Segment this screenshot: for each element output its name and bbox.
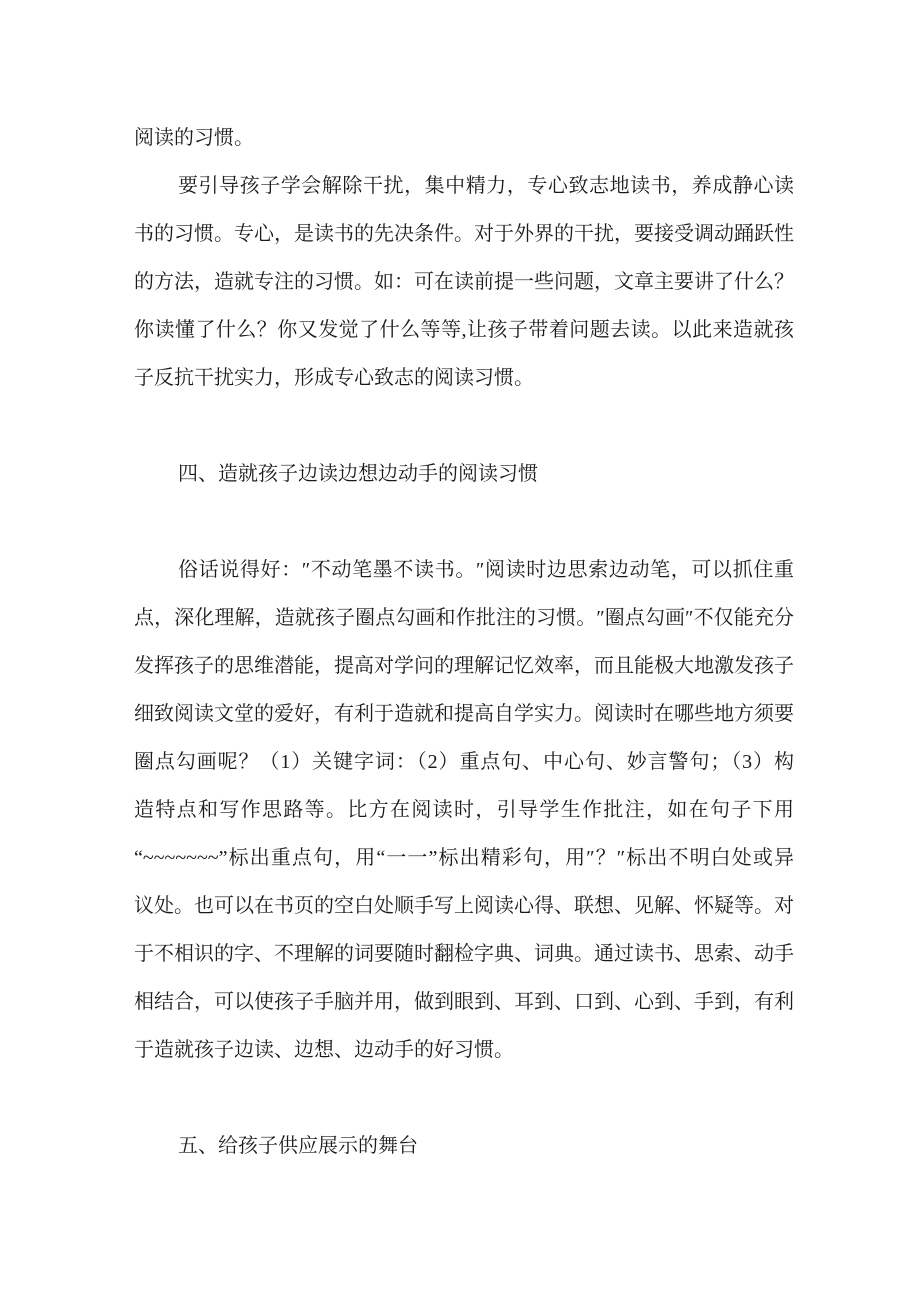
text-line: 子反抗干扰实力，形成专心致志的阅读习惯。 [134,367,534,389]
text-line: 书的习惯。专心，是读书的先决条件。对于外界的干扰，要接受调动踊跃性 [134,223,794,245]
paragraph [134,546,794,1074]
text-line: “~~~~~~~”标出重点句，用“一一”标出精彩句，用″？″标出不明白处或异 [134,847,794,869]
section-heading [134,1122,794,1170]
text-line: 俗话说得好：″不动笔墨不读书。″阅读时边思索边动笔，可以抓住重 [178,559,794,581]
text-line: 阅读的习惯。 [134,127,254,149]
text-line: 你读懂了什么？你又发觉了什么等等,让孩子带着问题去读。以此来造就孩 [134,319,794,341]
document-body [134,114,794,1170]
text-line: 造特点和写作思路等。比方在阅读时，引导学生作批注，如在句子下用 [134,799,794,821]
text-line: 圈点勾画呢？（1）关键字词：（2）重点句、中心句、妙言警句；（3）构 [134,751,794,773]
text-line: 细致阅读文堂的爱好，有利于造就和提高自学实力。阅读时在哪些地方须要 [134,703,794,725]
paragraph [134,162,794,402]
section-heading [134,450,794,498]
text-line: 于不相识的字、不理解的词要随时翻检字典、词典。通过读书、思索、动手 [134,943,794,965]
text-line: 发挥孩子的思维潜能，提高对学问的理解记忆效率，而且能极大地激发孩子 [134,655,794,677]
text-line: 相结合，可以使孩子手脑并用，做到眼到、耳到、口到、心到、手到，有利 [134,991,794,1013]
text-line: 议处。也可以在书页的空白处顺手写上阅读心得、联想、见解、怀疑等。对 [134,895,794,917]
heading-line: 五、给孩子供应展示的舞台 [178,1135,418,1157]
heading-line: 四、造就孩子边读边想边动手的阅读习惯 [178,463,538,485]
text-line: 的方法，造就专注的习惯。如：可在读前提一些问题，文章主要讲了什么？ [134,271,794,293]
text-line: 点，深化理解，造就孩子圈点勾画和作批注的习惯。″圈点勾画″不仅能充分 [134,607,794,629]
paragraph [134,114,794,162]
text-line: 于造就孩子边读、边想、边动手的好习惯。 [134,1039,514,1061]
text-line: 要引导孩子学会解除干扰，集中精力，专心致志地读书，养成静心读 [178,175,794,197]
